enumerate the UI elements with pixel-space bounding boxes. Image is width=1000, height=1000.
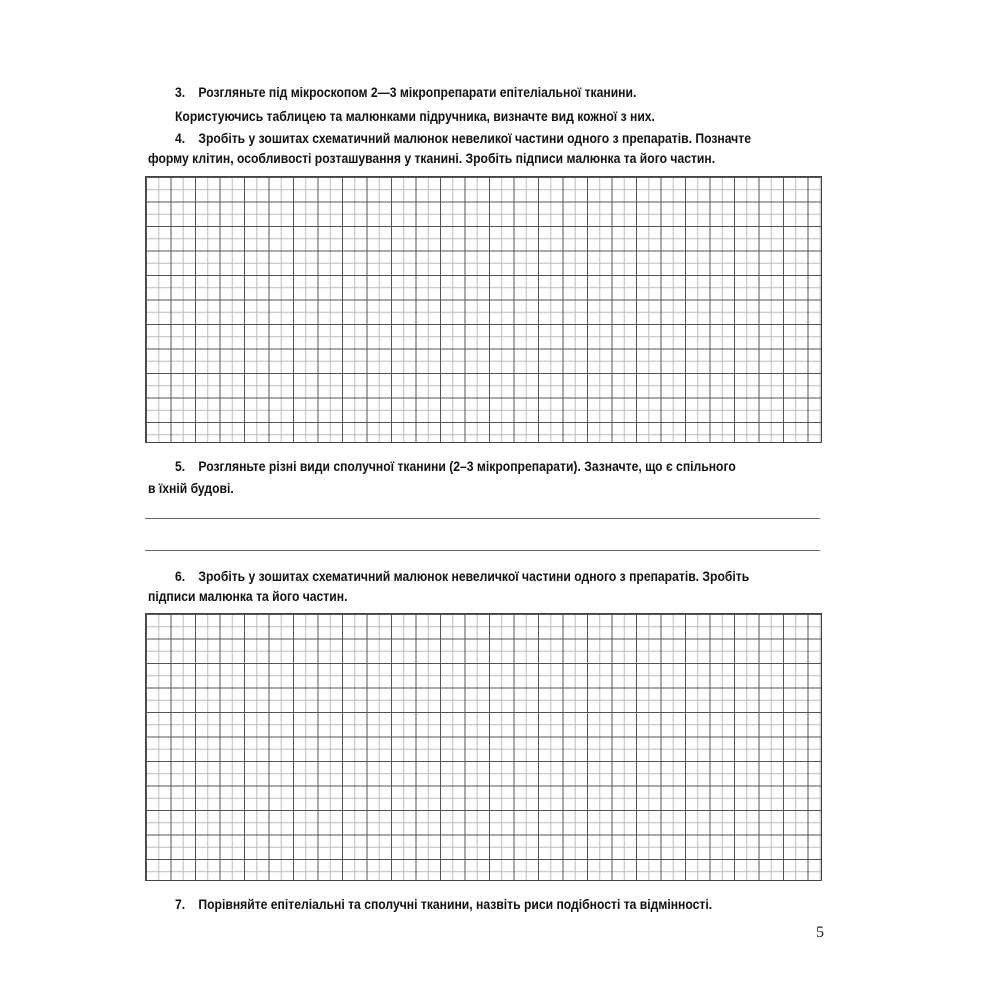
task-4-number: 4.: [175, 131, 186, 146]
task-3-number: 3.: [175, 85, 186, 100]
answer-line-2[interactable]: [145, 550, 820, 551]
task-6-line-2: підписи малюнка та його частин.: [148, 589, 348, 604]
answer-line-1[interactable]: [145, 518, 820, 519]
task-5-number: 5.: [175, 459, 186, 474]
drawing-grid-2[interactable]: [145, 613, 822, 881]
task-5-line-1: Розгляньте різні види сполучної тканини (2–3 мікропрепарати). Зазначте, що є спільного: [198, 459, 736, 474]
task-7-line-1: Порівняйте епітеліальні та сполучні тканини, назвіть риси подібності та відмінності.: [198, 897, 713, 912]
task-5: [175, 454, 736, 479]
task-4-line-2: форму клітин, особливості розташування у тканині. Зробіть підписи малюнка та його частин.: [148, 151, 716, 166]
page-number: 5: [816, 924, 824, 941]
task-6-continuation: [148, 584, 347, 609]
task-3: [175, 80, 636, 105]
task-6-line-1: Зробіть у зошитах схематичний малюнок невеличкої частини одного з препаратів. Зробіть: [198, 569, 750, 584]
task-5-line-2: в їхній будові.: [148, 481, 234, 496]
task-4-line-1: Зробіть у зошитах схематичний малюнок невеликої частини одного з препаратів. Позначте: [198, 131, 751, 146]
task-3-line-1: Розгляньте під мікроскопом 2—3 мікропрепарати епітеліальної тканини.: [198, 85, 637, 100]
task-7-number: 7.: [175, 897, 186, 912]
task-4-continuation: [148, 146, 715, 171]
task-6-number: 6.: [175, 569, 186, 584]
task-3-line-2: Користуючись таблицею та малюнками підручника, визначте вид кожної з них.: [175, 109, 655, 124]
task-7: [175, 892, 712, 917]
task-5-continuation: [148, 476, 234, 501]
drawing-grid-1[interactable]: [145, 176, 822, 443]
